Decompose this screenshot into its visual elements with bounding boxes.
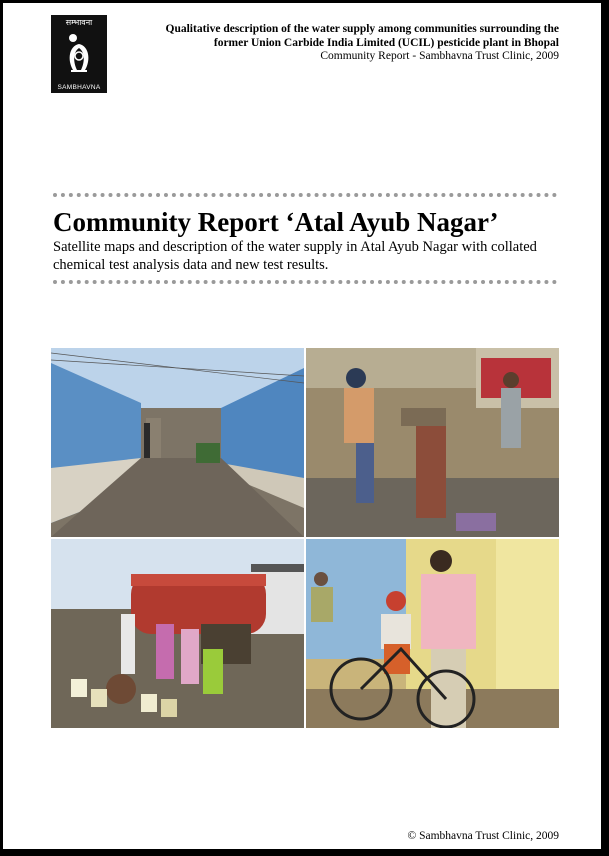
dotted-divider-bottom <box>53 280 557 284</box>
man-child-bicycle-photo <box>306 539 559 728</box>
report-cover-page <box>3 3 601 849</box>
photo-grid <box>51 348 559 728</box>
street-scene-photo <box>51 348 304 537</box>
page-title: Community Report ‘Atal Ayub Nagar’ <box>53 207 499 237</box>
header-line-1: Qualitative description of the water supply among communities surrounding the <box>165 23 559 35</box>
dotted-divider-top <box>53 193 557 197</box>
logo-brand-text: SAMBHAVNA <box>57 84 101 91</box>
logo-hindi-text: सम्भावना <box>65 18 93 27</box>
copyright-footer: © Sambhavna Trust Clinic, 2009 <box>407 830 559 842</box>
water-tanker-photo <box>51 539 304 728</box>
page-subtitle: Satellite maps and description of the water supply in Atal Ayub Nagar with collated chemical test analysis data and new test results. <box>53 239 537 273</box>
report-header <box>119 23 559 64</box>
header-line-3: Community Report - Sambhavna Trust Clinic, 2009 <box>320 50 559 62</box>
figure-logo-icon <box>59 30 99 76</box>
header-line-2: former Union Carbide India Limited (UCIL) pesticide plant in Bhopal <box>213 36 559 49</box>
sambhavna-logo <box>51 15 107 93</box>
hand-pump-photo <box>306 348 559 537</box>
